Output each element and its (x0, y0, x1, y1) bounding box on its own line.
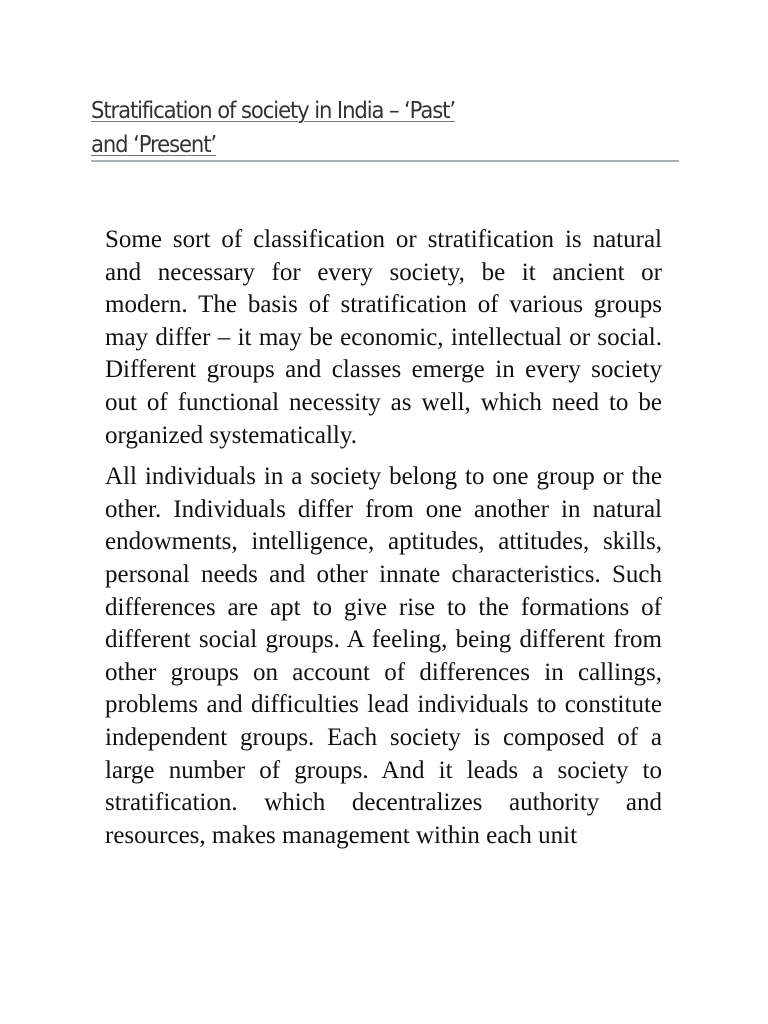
title-line-2: and ‘Present’ (91, 132, 217, 158)
paragraph-1: Some sort of classification or stratification is natural and necessary for every society, be it ancient or modern. The basis of stratification of various groups may differ – it may be economic, intellectual or social. Different groups and classes emerge in every society out of functional necessity as well, which need to be organized systematically. (105, 226, 662, 449)
document-body (105, 224, 662, 852)
document-title (91, 94, 679, 162)
paragraph-2: All individuals in a society belong to one group or the other. Individuals differ from one another in natural endowments, intelligence, aptitudes, attitudes, skills, personal needs and other innate characteristics. Such differences are apt to give rise to the formations of different social groups. A feeling, being different from other groups on account of differences in callings, problems and difficulties lead individuals to constitute independent groups. Each society is composed of a large number of groups. And it leads a society to stratification. which decentralizes authority and resources, makes management within each unit (105, 463, 662, 849)
title-line-1: Stratification of society in India – ‘Past’ (91, 98, 455, 124)
title-divider (91, 160, 679, 162)
